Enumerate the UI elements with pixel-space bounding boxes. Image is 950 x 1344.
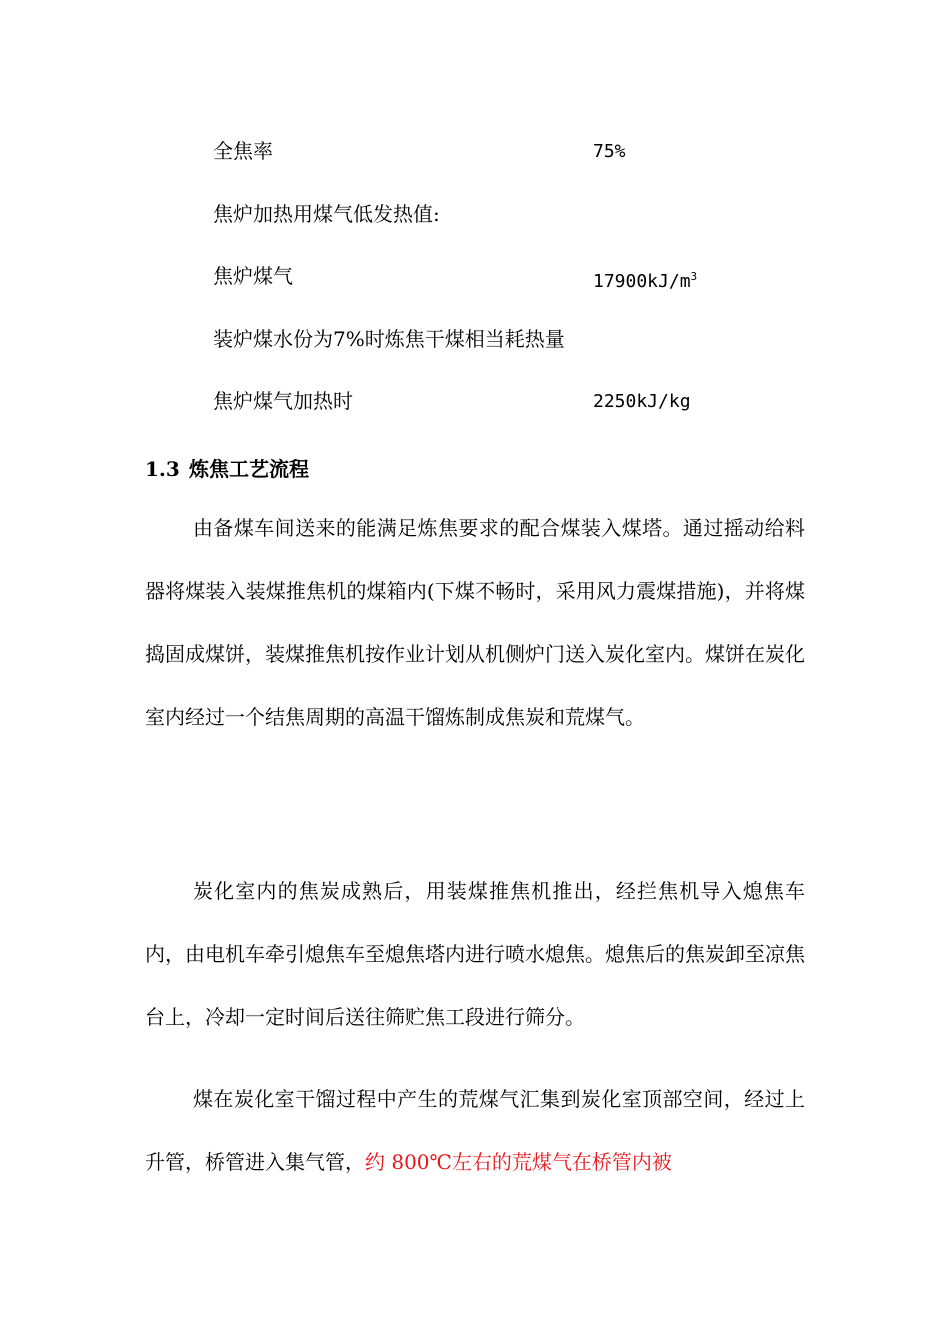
- param-label: 全焦率: [213, 139, 273, 163]
- section-heading: [145, 453, 309, 482]
- paragraph: 由备煤车间送来的能满足炼焦要求的配合煤装入煤塔。通过摇动给料器将煤装入装煤推焦机的煤箱内(下煤不畅时，采用风力震煤措施)，并将煤捣固成煤饼，装煤推焦机按作业计划从机侧炉门送入炭化室内。煤饼在炭化室内经过一个结焦周期的高温干馏炼制成焦炭和荒煤气。: [145, 516, 805, 729]
- param-value: $17900kJ/m^3$: [593, 270, 698, 292]
- param-value: 2250kJ/kg: [593, 391, 691, 412]
- section-title: 炼焦工艺流程: [189, 457, 309, 481]
- paragraph: 煤在炭化室干馏过程中产生的荒煤气汇集到炭化室顶部空间，经过上升管，桥管进入集气管，约 800℃左右的荒煤气在桥管内被: [145, 1087, 805, 1174]
- highlighted-text: 约 800℃左右的荒煤气在桥管内被: [365, 1150, 672, 1174]
- paragraph: 炭化室内的焦炭成熟后，用装煤推焦机推出，经拦焦机导入熄焦车内，由电机车牵引熄焦车至熄焦塔内进行喷水熄焦。熄焦后的焦炭卸至凉焦台上，冷却一定时间后送往筛贮焦工段进行筛分。: [145, 879, 805, 1029]
- param-value: 75%: [593, 141, 626, 162]
- param-label: 焦炉煤气加热时: [213, 389, 353, 413]
- section-number: 1.3: [145, 457, 180, 481]
- param-label: 焦炉加热用煤气低发热值:: [213, 202, 440, 226]
- param-label: 装炉煤水份为7%时炼焦干煤相当耗热量: [213, 327, 565, 351]
- param-label: 焦炉煤气: [213, 264, 293, 288]
